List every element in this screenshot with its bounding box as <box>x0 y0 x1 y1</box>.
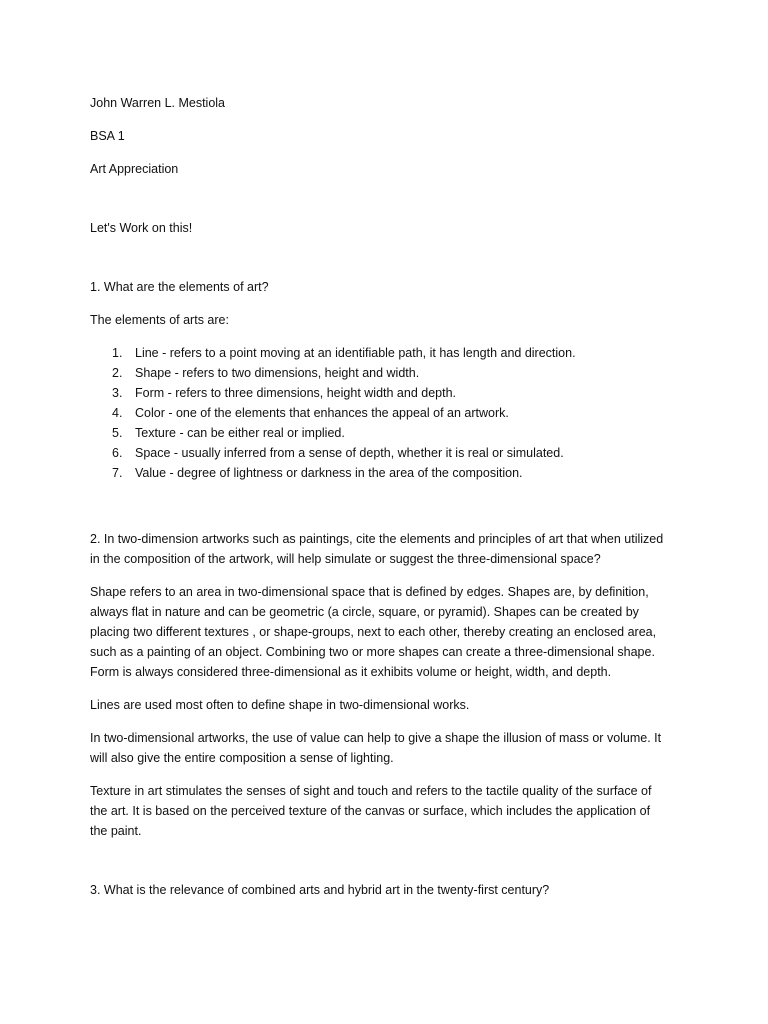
question-1-lead: The elements of arts are: <box>90 313 229 327</box>
list-item <box>90 403 670 423</box>
list-item <box>90 463 670 483</box>
list-item <box>90 383 670 403</box>
list-item-text: Value - degree of lightness or darkness in the area of the composition. <box>135 466 523 480</box>
list-item-text: Shape - refers to two dimensions, height and width. <box>135 366 420 380</box>
list-item-text: Form - refers to three dimensions, height width and depth. <box>135 386 456 400</box>
author-name: John Warren L. Mestiola <box>90 96 226 110</box>
list-item-number: 5. <box>112 426 123 440</box>
list-item <box>90 343 670 363</box>
document-page <box>90 93 670 913</box>
question-2: 2. In two-dimension artworks such as paintings, cite the elements and principles of art that when utilized in the composition of the artwork, will help simulate or suggest the three-dimensional space? <box>90 532 664 566</box>
list-item-text: Space - usually inferred from a sense of depth, whether it is real or simulated. <box>135 446 564 460</box>
answer-paragraph: Texture in art stimulates the senses of sight and touch and refers to the tactile quality of the surface of the art. It is based on the perceived texture of the canvas or surface, which includes the application of the paint. <box>90 784 652 838</box>
list-item-text: Color - one of the elements that enhances the appeal of an artwork. <box>135 406 509 420</box>
subject-label: Art Appreciation <box>90 162 179 176</box>
list-item <box>90 423 670 443</box>
course-label: BSA 1 <box>90 129 125 143</box>
list-item-text: Line - refers to a point moving at an identifiable path, it has length and direction. <box>135 346 576 360</box>
list-item-number: 3. <box>112 386 123 400</box>
list-item-number: 7. <box>112 466 123 480</box>
list-item-number: 1. <box>112 346 123 360</box>
list-item <box>90 363 670 383</box>
question-1: 1. What are the elements of art? <box>90 280 269 294</box>
answer-paragraph: In two-dimensional artworks, the use of value can help to give a shape the illusion of mass or volume. It will also give the entire composition a sense of lighting. <box>90 731 662 765</box>
elements-list <box>90 343 670 483</box>
list-item-text: Texture - can be either real or implied. <box>135 426 345 440</box>
intro-line: Let's Work on this! <box>90 221 193 235</box>
list-item <box>90 443 670 463</box>
answer-paragraph: Shape refers to an area in two-dimensional space that is defined by edges. Shapes are, by definition, always flat in nature and can be geometric (a circle, square, or pyramid). Shapes can be created by placing two different textures , or shape-groups, next to each other, thereby creating an enclosed area, such as a painting of an object. Combining two or more shapes can create a three-dimensional shape. Form is always considered three-dimensional as it exhibits volume or height, width, and depth. <box>90 585 657 679</box>
list-item-number: 2. <box>112 366 123 380</box>
list-item-number: 6. <box>112 446 123 460</box>
list-item-number: 4. <box>112 406 123 420</box>
question-3: 3. What is the relevance of combined arts and hybrid art in the twenty-first century? <box>90 883 550 897</box>
answer-paragraph: Lines are used most often to define shape in two-dimensional works. <box>90 698 470 712</box>
